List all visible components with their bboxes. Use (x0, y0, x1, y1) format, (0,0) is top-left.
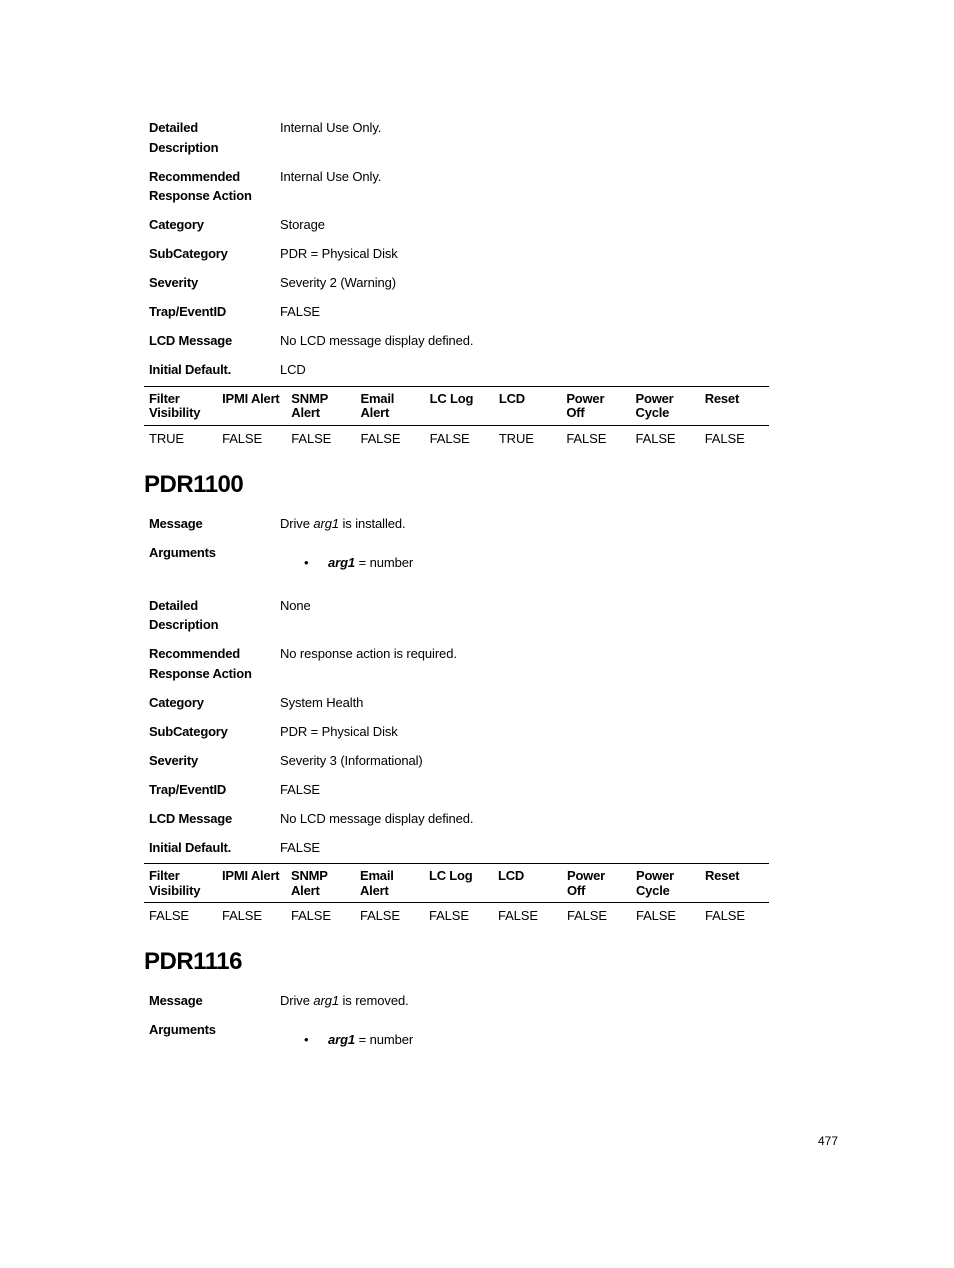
field-value: PDR = Physical Disk (280, 246, 398, 261)
message-value: Drive arg1 is installed. (280, 515, 406, 531)
filter-value: FALSE (359, 908, 400, 923)
section-title-pdr1116: PDR1116 (144, 948, 242, 975)
filter-header: Power Cycle (631, 864, 700, 903)
filter-table-pdr1100 (144, 863, 769, 929)
field-label: Detailed Description (149, 597, 219, 632)
filter-header: Reset (700, 386, 769, 425)
field-value: No LCD message display defined. (280, 810, 474, 826)
message-label: Message (149, 515, 203, 531)
section-title-pdr1100: PDR1100 (144, 470, 244, 498)
filter-header: Email Alert (355, 864, 424, 903)
filter-value: FALSE (222, 430, 263, 446)
field-value: Internal Use Only. (280, 168, 382, 184)
details-table-pdr1100 (144, 514, 769, 592)
message-label: Message (149, 993, 203, 1008)
page-number: 477 (818, 1134, 839, 1148)
field-value: System Health (280, 694, 364, 710)
filter-header: SNMP Alert (286, 864, 355, 903)
filter-header: Reset (700, 864, 769, 903)
field-label: Initial Default. (149, 839, 232, 855)
field-label: Detailed Description (149, 120, 219, 155)
filter-header: Filter Visibility (144, 864, 217, 903)
field-value: None (280, 597, 311, 613)
field-value: FALSE (280, 839, 320, 855)
filter-value: FALSE (360, 430, 401, 446)
field-label: Trap/EventID (149, 304, 227, 319)
field-label: LCD Message (149, 333, 233, 348)
page-content (144, 118, 769, 1053)
message-value: Drive arg1 is removed. (280, 993, 409, 1008)
field-label: SubCategory (149, 723, 228, 739)
filter-header: IPMI Alert (217, 386, 286, 425)
filter-value: TRUE (498, 430, 534, 446)
filter-value: FALSE (429, 430, 470, 446)
filter-value: TRUE (149, 430, 184, 446)
field-label: Initial Default. (149, 362, 232, 377)
filter-value: FALSE (428, 908, 469, 923)
filter-header: SNMP Alert (286, 386, 355, 425)
filter-value: FALSE (704, 430, 745, 446)
filter-header: LCD (493, 864, 562, 903)
field-value: Storage (280, 217, 325, 232)
filter-value: FALSE (497, 908, 538, 923)
filter-header: Email Alert (355, 386, 424, 425)
field-value: PDR = Physical Disk (280, 723, 398, 739)
filter-value: FALSE (566, 908, 607, 923)
field-value: Severity 2 (Warning) (280, 275, 396, 290)
filter-value: FALSE (221, 908, 262, 923)
filter-value: FALSE (149, 908, 189, 923)
field-label: SubCategory (149, 246, 228, 261)
field-label: Recommended Response Action (149, 646, 252, 681)
details-table-pdr1116 (144, 991, 769, 1049)
arguments-label: Arguments (149, 1022, 216, 1037)
filter-value: FALSE (566, 430, 607, 446)
arguments-value (280, 1020, 769, 1049)
arguments-value (280, 543, 769, 572)
filter-header: IPMI Alert (217, 864, 286, 903)
arguments-label: Arguments (149, 544, 216, 560)
field-value: LCD (280, 362, 306, 377)
list-item: • arg1 = number (280, 553, 769, 572)
field-value: Internal Use Only. (280, 120, 382, 135)
field-label: LCD Message (149, 810, 233, 826)
field-value: FALSE (280, 781, 320, 797)
list-item: • arg1 = number (280, 1030, 769, 1049)
filter-value: FALSE (704, 908, 745, 923)
details-table-pdr1100-rows (144, 596, 769, 858)
field-label: Category (149, 217, 204, 232)
filter-header: LC Log (424, 864, 493, 903)
filter-header: Power Off (561, 386, 630, 425)
filter-value: FALSE (635, 908, 676, 923)
filter-header: Power Off (562, 864, 631, 903)
field-value: FALSE (280, 304, 320, 319)
details-table-1 (144, 118, 769, 380)
field-value: No response action is required. (280, 646, 457, 661)
filter-value: FALSE (635, 430, 676, 446)
field-label: Severity (149, 752, 198, 768)
field-value: Severity 3 (Informational) (280, 752, 423, 768)
filter-header: LC Log (425, 386, 494, 425)
filter-header: Filter Visibility (144, 386, 217, 425)
filter-value: FALSE (291, 430, 332, 446)
filter-header: Power Cycle (631, 386, 700, 425)
field-value: No LCD message display defined. (280, 333, 474, 348)
filter-value: FALSE (290, 908, 331, 923)
field-label: Recommended Response Action (149, 168, 252, 203)
field-label: Category (149, 694, 204, 710)
field-label: Trap/EventID (149, 781, 227, 797)
filter-table-1 (144, 386, 769, 452)
filter-header: LCD (494, 386, 561, 425)
field-label: Severity (149, 275, 198, 290)
